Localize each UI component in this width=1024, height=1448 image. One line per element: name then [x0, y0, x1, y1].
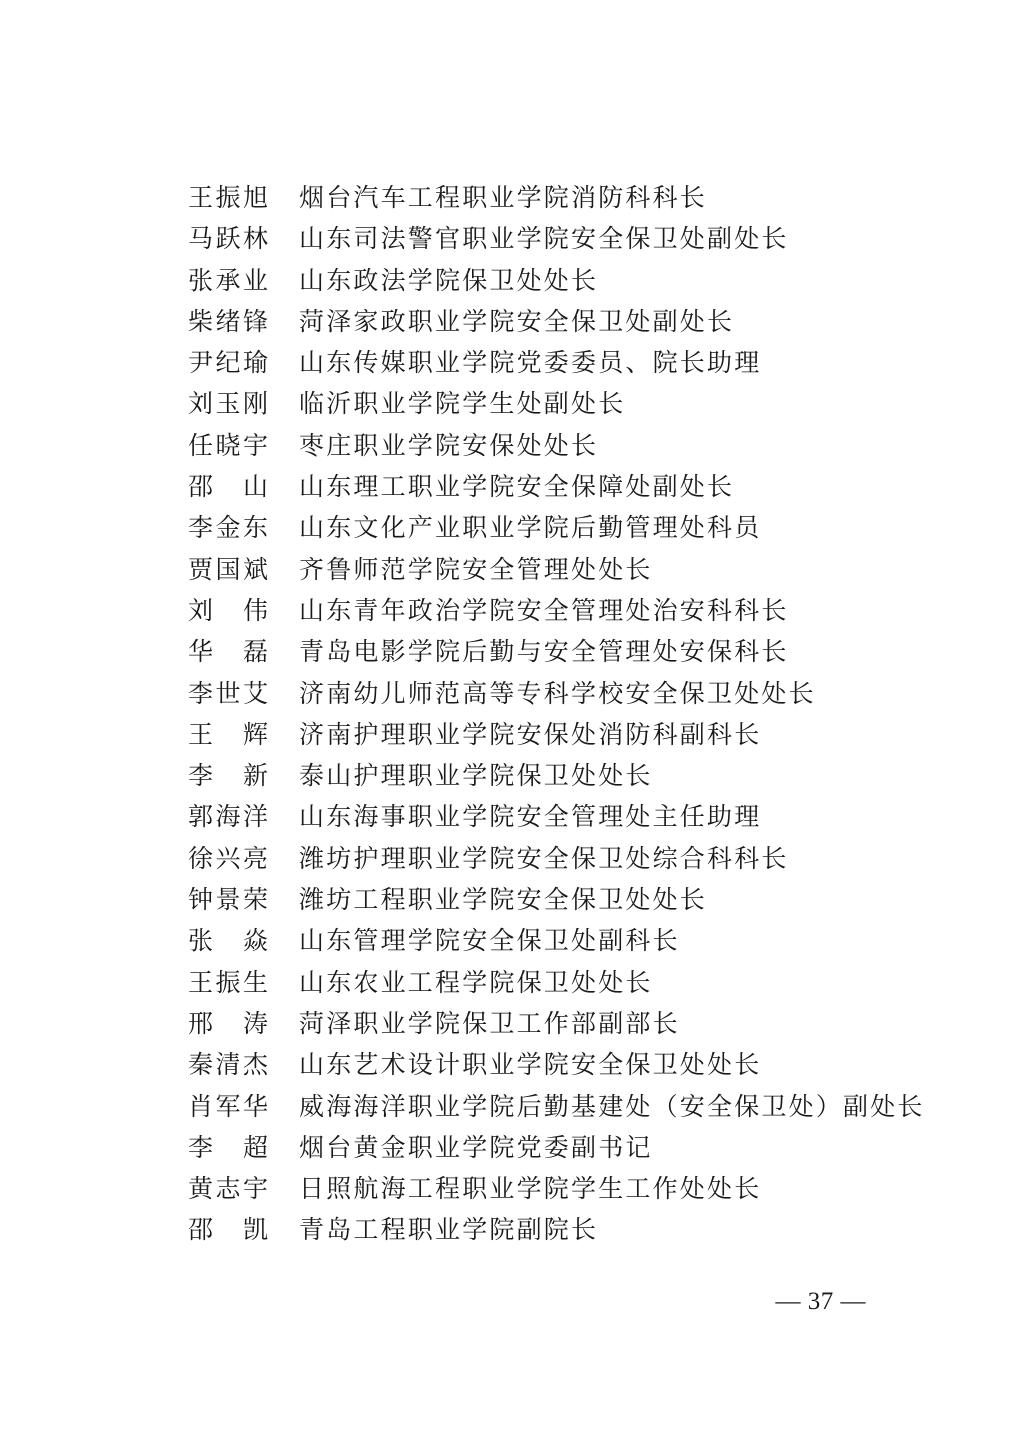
personnel-list	[188, 177, 948, 1251]
person-title: 烟台黄金职业学院党委副书记	[299, 1132, 653, 1162]
person-name: 王 辉	[188, 719, 269, 749]
person-name: 王 振 生	[188, 967, 269, 997]
person-title: 威海海洋职业学院后勤基建处（安全保卫处）副处长	[299, 1091, 925, 1121]
person-title: 泰山护理职业学院保卫处处长	[299, 761, 653, 791]
person-title: 山东艺术设计职业学院安全保卫处处长	[299, 1050, 762, 1080]
person-title: 山东管理学院安全保卫处副科长	[299, 926, 680, 956]
person-title: 山东传媒职业学院党委委员、院长助理	[299, 348, 762, 378]
person-name: 任 晓 宇	[188, 430, 269, 460]
person-title: 山东青年政治学院安全管理处治安科科长	[299, 595, 789, 625]
list-item	[188, 1127, 948, 1168]
person-name: 柴 绪 锋	[188, 306, 269, 336]
list-item	[188, 631, 948, 672]
list-item	[188, 1168, 948, 1209]
person-name: 李 金 东	[188, 513, 269, 543]
list-item	[188, 1044, 948, 1085]
person-name: 郭 海 洋	[188, 802, 269, 832]
person-name: 肖 军 华	[188, 1091, 269, 1121]
person-name: 李 超	[188, 1132, 269, 1162]
person-name: 刘 伟	[188, 595, 269, 625]
list-item	[188, 507, 948, 548]
person-name: 华 磊	[188, 637, 269, 667]
person-title: 菏泽家政职业学院安全保卫处副处长	[299, 306, 735, 336]
person-name: 徐 兴 亮	[188, 843, 269, 873]
list-item	[188, 218, 948, 259]
page-number: — 37 —	[775, 1288, 866, 1315]
list-item	[188, 714, 948, 755]
person-title: 日照航海工程职业学院学生工作处处长	[299, 1174, 762, 1204]
person-title: 济南幼儿师范高等专科学校安全保卫处处长	[299, 678, 816, 708]
list-item	[188, 1086, 948, 1127]
list-item	[188, 260, 948, 301]
person-title: 潍坊工程职业学院安全保卫处处长	[299, 885, 708, 915]
person-name: 邵 凯	[188, 1215, 269, 1245]
person-title: 山东政法学院保卫处处长	[299, 265, 599, 295]
person-name: 张 承 业	[188, 265, 269, 295]
person-name: 秦 清 杰	[188, 1050, 269, 1080]
person-name: 邵 山	[188, 472, 269, 502]
list-item	[188, 342, 948, 383]
person-title: 菏泽职业学院保卫工作部副部长	[299, 1008, 680, 1038]
person-name: 尹 纪 瑜	[188, 348, 269, 378]
person-title: 山东司法警官职业学院安全保卫处副处长	[299, 224, 789, 254]
person-title: 山东文化产业职业学院后勤管理处科员	[299, 513, 762, 543]
person-title: 山东理工职业学院安全保障处副处长	[299, 472, 735, 502]
person-name: 李 世 艾	[188, 678, 269, 708]
person-title: 枣庄职业学院安保处处长	[299, 430, 599, 460]
person-name: 邢 涛	[188, 1008, 269, 1038]
list-item	[188, 879, 948, 920]
person-title: 齐鲁师范学院安全管理处处长	[299, 554, 653, 584]
list-item	[188, 177, 948, 218]
list-item	[188, 549, 948, 590]
person-name: 王 振 旭	[188, 183, 269, 212]
person-name: 钟 景 荣	[188, 885, 269, 915]
person-name: 黄 志 宇	[188, 1174, 269, 1204]
person-title: 山东海事职业学院安全管理处主任助理	[299, 802, 762, 832]
list-item	[188, 383, 948, 424]
list-item	[188, 962, 948, 1003]
person-title: 烟台汽车工程职业学院消防科科长	[299, 183, 708, 212]
person-title: 青岛工程职业学院副院长	[299, 1215, 599, 1245]
list-item	[188, 1209, 948, 1250]
list-item	[188, 425, 948, 466]
list-item	[188, 1003, 948, 1044]
person-title: 济南护理职业学院安保处消防科副科长	[299, 719, 762, 749]
list-item	[188, 796, 948, 837]
person-title: 山东农业工程学院保卫处处长	[299, 967, 653, 997]
list-item	[188, 673, 948, 714]
person-name: 张 焱	[188, 926, 269, 956]
person-name: 贾 国 斌	[188, 554, 269, 584]
person-title: 青岛电影学院后勤与安全管理处安保科长	[299, 637, 789, 667]
list-item	[188, 466, 948, 507]
person-name: 李 新	[188, 761, 269, 791]
person-title: 潍坊护理职业学院安全保卫处综合科科长	[299, 843, 789, 873]
list-item	[188, 920, 948, 961]
list-item	[188, 301, 948, 342]
person-title: 临沂职业学院学生处副处长	[299, 389, 626, 419]
person-name: 刘 玉 刚	[188, 389, 269, 419]
person-name: 马 跃 林	[188, 224, 269, 254]
list-item	[188, 590, 948, 631]
list-item	[188, 755, 948, 796]
list-item	[188, 838, 948, 879]
